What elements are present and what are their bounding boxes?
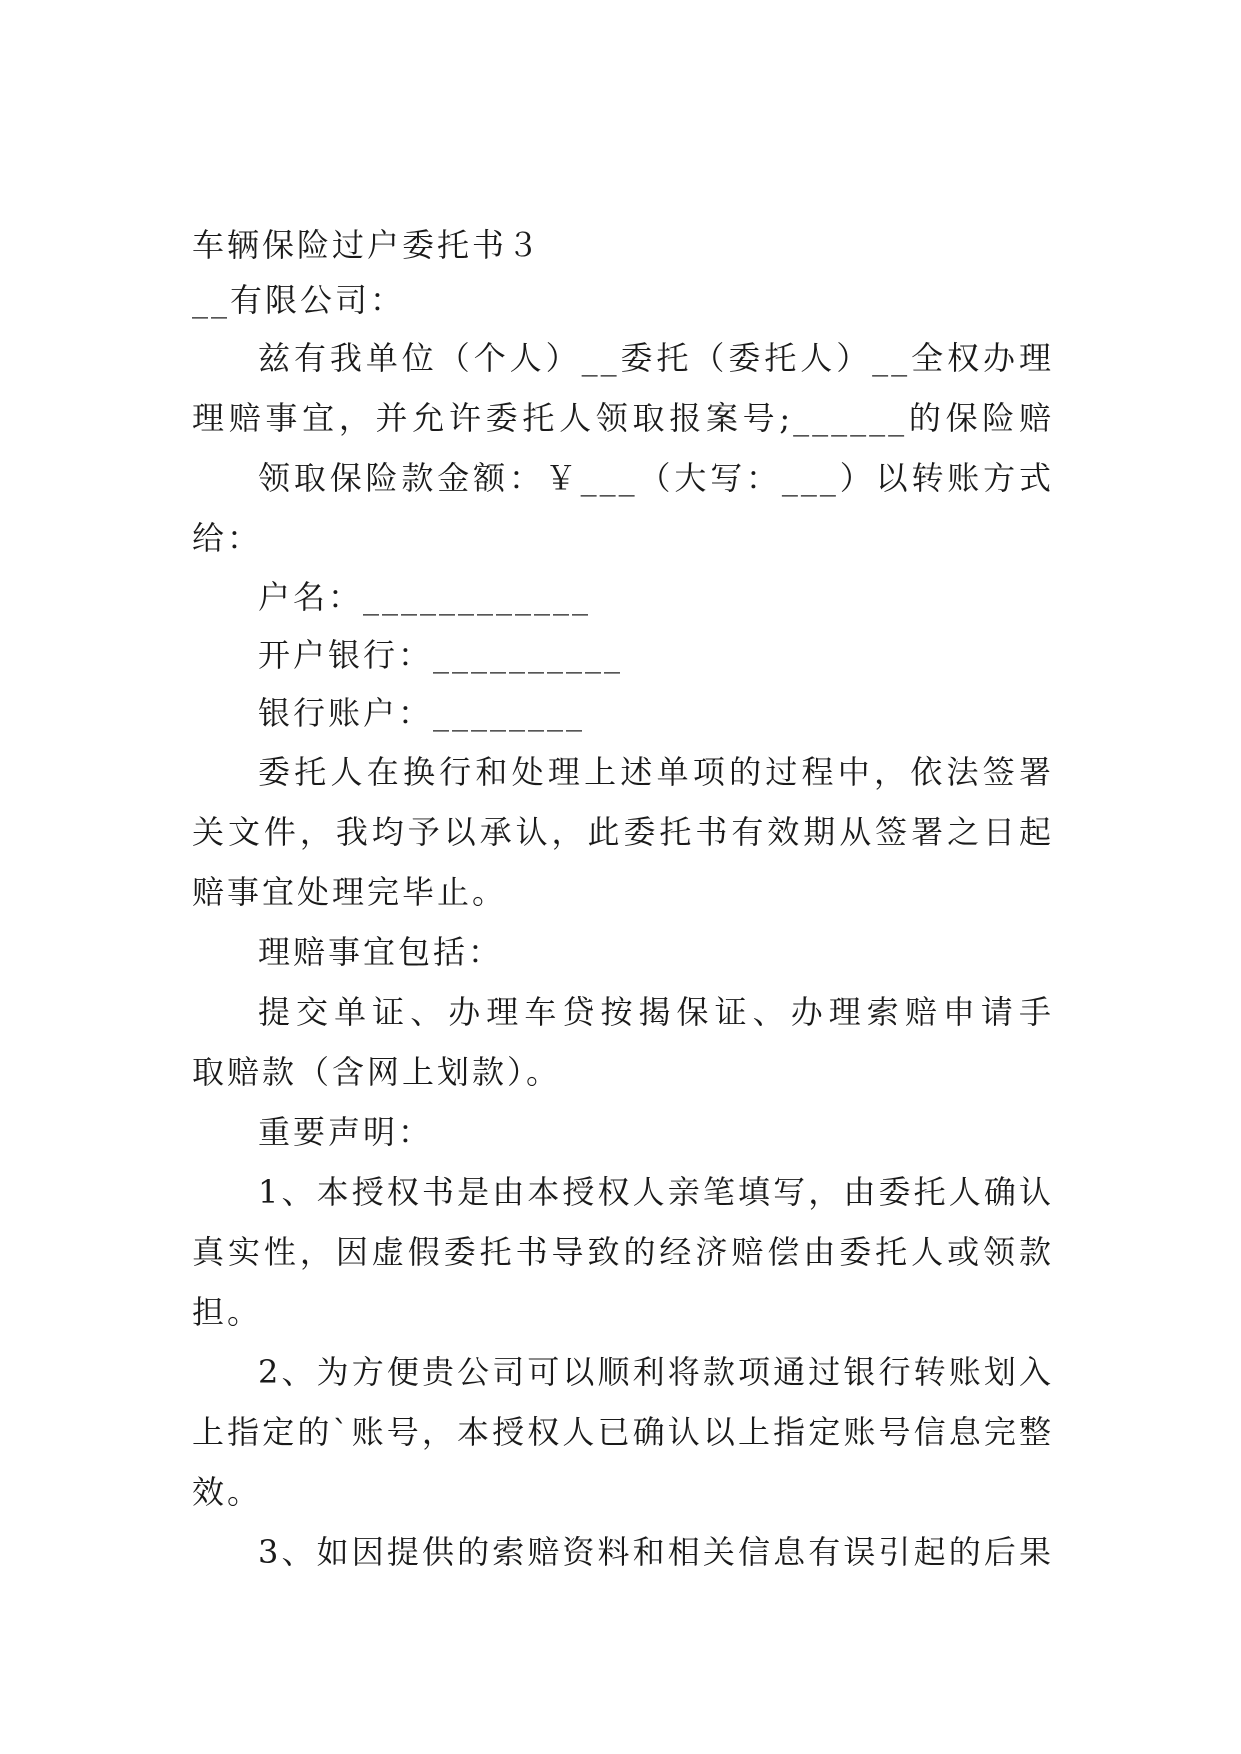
statement-heading: 重要声明： (258, 1113, 434, 1151)
document-body (192, 218, 1054, 1582)
paragraph-4-line-2: 取赔款（含网上划款）。 (192, 1053, 562, 1091)
statement-1-line-1: 1、本授权书是由本授权人亲笔填写，由委托人确认 (258, 1173, 1054, 1211)
statement-3-line-1: 3、如因提供的索赔资料和相关信息有误引起的后果 (258, 1533, 1054, 1571)
bank-account-field: 银行账户：________ (258, 694, 586, 732)
paragraph-2-line-2: 给： (192, 519, 263, 557)
statement-2-line-1: 2、为方便贵公司可以顺利将款项通过银行转账划入 (258, 1353, 1054, 1391)
addressee: __有限公司： (192, 281, 406, 319)
paragraph-3-line-3: 赔事宜处理完毕止。 (192, 873, 508, 911)
paragraph-1-line-1: 兹有我单位（个人）__委托（委托人）__全权办理 (258, 339, 1054, 377)
paragraph-3-line-2: 关文件，我均予以承认，此委托书有效期从签署之日起 (192, 813, 1054, 851)
paragraph-4-line-1: 提交单证、办理车贷按揭保证、办理索赔申请手 (258, 993, 1054, 1031)
paragraph-2-line-1: 领取保险款金额：￥___（大写：___）以转账方式 (258, 459, 1054, 497)
account-name-field: 户名：____________ (258, 578, 592, 616)
statement-1-line-3: 担。 (192, 1293, 263, 1331)
statement-1-line-2: 真实性，因虚假委托书导致的经济赔偿由委托人或领款 (192, 1233, 1054, 1271)
paragraph-3-line-1: 委托人在换行和处理上述单项的过程中，依法签署 (258, 753, 1054, 791)
paragraph-1-line-2: 理赔事宜，并允许委托人领取报案号;______的保险赔 (192, 399, 1054, 437)
statement-2-line-2: 上指定的`账号，本授权人已确认以上指定账号信息完整 (192, 1413, 1054, 1451)
bank-name-field: 开户银行：__________ (258, 636, 624, 674)
statement-2-line-3: 效。 (192, 1473, 263, 1511)
claims-heading: 理赔事宜包括： (258, 933, 504, 971)
document-title: 车辆保险过户委托书３ (192, 226, 543, 264)
